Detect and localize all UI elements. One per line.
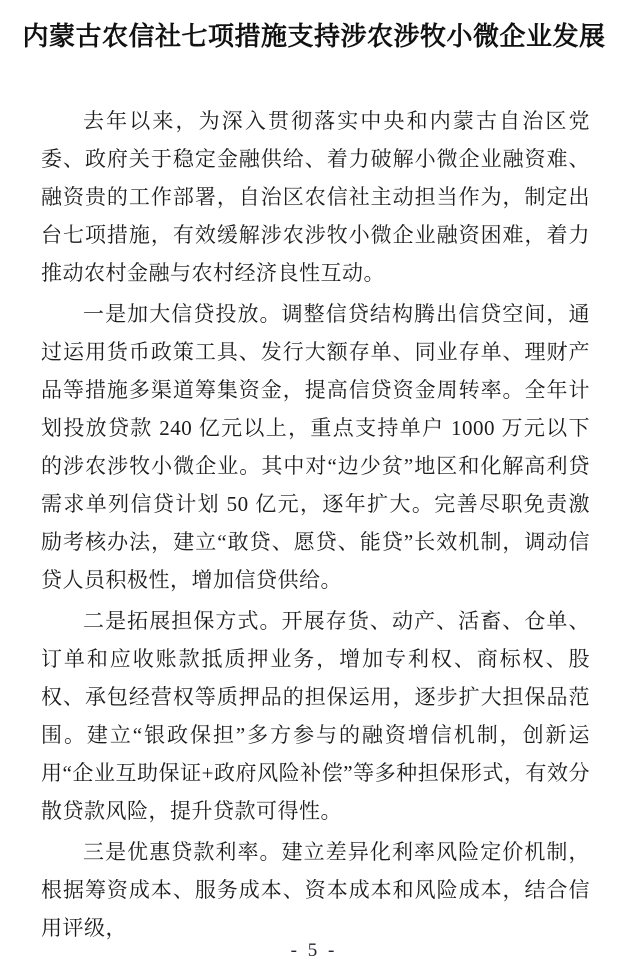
document-title: 内蒙古农信社七项措施支持涉农涉牧小微企业发展	[22, 22, 606, 51]
page-number: - 5 -	[290, 940, 338, 961]
document-body	[41, 102, 590, 947]
paragraph-measure-two-guarantee-methods: 二是拓展担保方式。开展存货、动产、活畜、仓单、订单和应收账款抵质押业务，增加专利权、商标权、股权、承包经营权等质押品的担保运用，逐步扩大担保品范围。建立“银政保担”多方参与的融资增信机制，创新运用“企业互助保证+政府风险补偿”等多种担保形式，有效分散贷款风险，提升贷款可得性。	[41, 609, 590, 823]
paragraph-intro: 去年以来，为深入贯彻落实中央和内蒙古自治区党委、政府关于稳定金融供给、着力破解小微企业融资难、融资贵的工作部署，自治区农信社主动担当作为，制定出台七项措施，有效缓解涉农涉牧小微企业融资困难，着力推动农村金融与农村经济良性互动。	[41, 109, 590, 285]
paragraph-measure-one-credit-supply: 一是加大信贷投放。调整信贷结构腾出信贷空间，通过运用货币政策工具、发行大额存单、同业存单、理财产品等措施多渠道筹集资金，提高信贷资金周转率。全年计划投放贷款 240 亿元以上，重点支持单户 1000 万元以下的涉农涉牧小微企业。其中对“边少贫”地区和化解高利贷需求单列信贷计划 50 亿元，逐年扩大。完善尽职免责激励考核办法，建立“敢贷、愿贷、能贷”长效机制，调动信贷人员积极性，增加信贷供给。	[41, 302, 590, 592]
paragraph-measure-three-loan-rates: 三是优惠贷款利率。建立差异化利率风险定价机制，根据筹资成本、服务成本、资本成本和风险成本，结合信用评级，	[41, 840, 590, 940]
